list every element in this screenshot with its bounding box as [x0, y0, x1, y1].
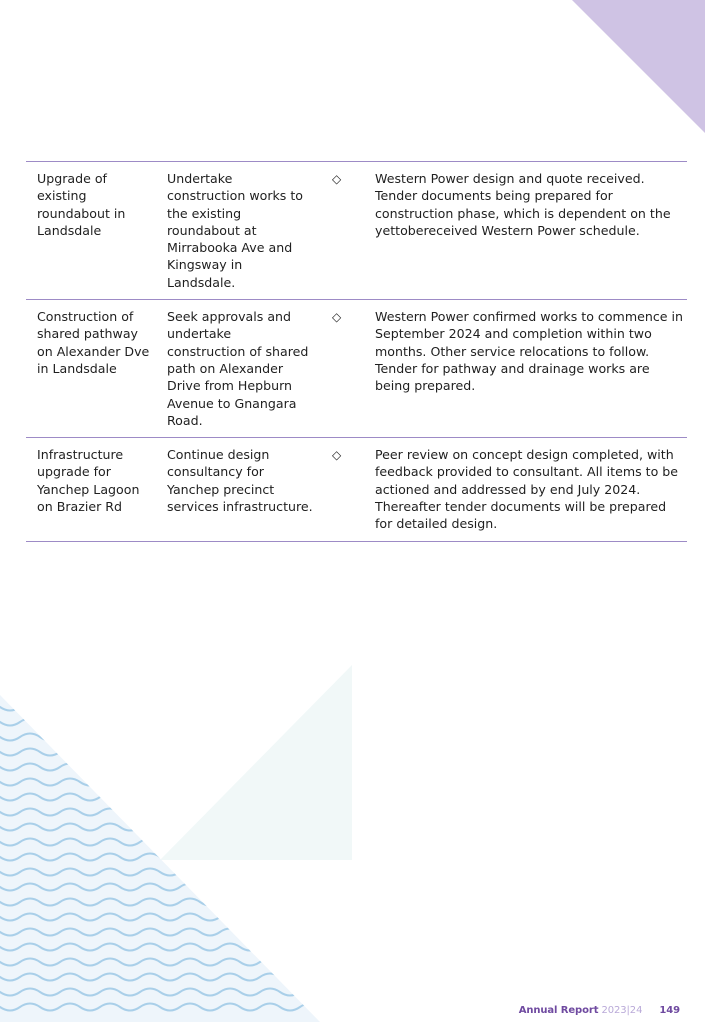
- progress-cell: Western Power design and quote received. Tender documents being prepared for construction phase, which is dependent on the yettobereceived Western Power schedule.: [375, 171, 671, 238]
- diamond-status-icon: ◇: [332, 172, 342, 186]
- page-number: 149: [659, 1005, 680, 1016]
- status-cell: [313, 162, 364, 300]
- status-cell: [313, 300, 364, 438]
- action-cell: Continue design consultancy for Yanchep precinct services infrastructure.: [167, 447, 313, 515]
- diamond-status-icon: ◇: [332, 310, 342, 325]
- project-cell: Construction of shared pathway on Alexander Dve in Landsdale: [37, 309, 150, 376]
- project-cell: Upgrade of existing roundabout in Landsdale: [37, 171, 126, 238]
- action-cell: Seek approvals and undertake construction of shared path on Alexander Drive from Hepburn Avenue to Gnangara Road.: [167, 309, 309, 428]
- progress-cell: Western Power confirmed works to commence in September 2024 and completion within two months. Other service relocations to follow. Tender for pathway and drainage works are being prepared.: [375, 309, 683, 394]
- diamond-status-icon: ◇: [332, 448, 342, 463]
- projects-table: [26, 161, 687, 542]
- action-cell: Undertake construction works to the existing roundabout at Mirrabooka Ave and Kingsway in Landsdale.: [167, 171, 304, 290]
- progress-cell: Peer review on concept design completed, with feedback provided to consultant. All items to be actioned and addressed by end July 2024. Thereafter tender documents will be prepared for detailed design.: [375, 447, 679, 532]
- report-years: 2023|24: [601, 1005, 643, 1016]
- page-footer: [519, 1005, 680, 1016]
- table-row: [26, 300, 687, 438]
- status-cell: [313, 438, 364, 541]
- table-row: [26, 162, 687, 300]
- project-cell: Infrastructure upgrade for Yanchep Lagoon on Brazier Rd: [37, 447, 140, 515]
- corner-triangle-decoration: [572, 0, 705, 133]
- wave-pattern-decoration: [0, 665, 360, 1022]
- table-row: [26, 438, 687, 541]
- report-label: Annual Report: [518, 1005, 599, 1016]
